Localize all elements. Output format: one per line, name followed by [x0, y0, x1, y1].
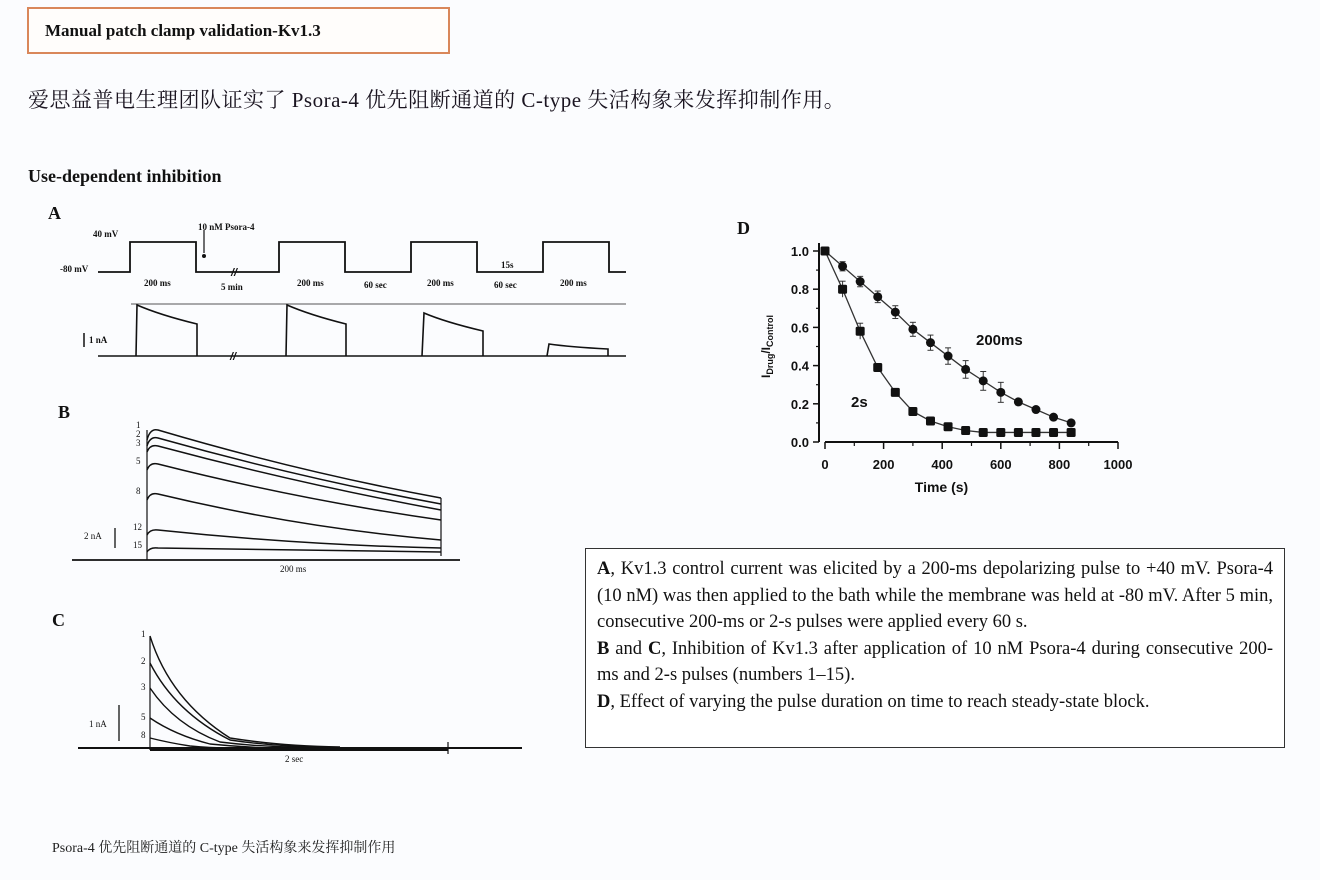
legend-para-d — [597, 689, 1273, 716]
panel-b-letter: B — [58, 402, 71, 422]
svg-text:0: 0 — [821, 457, 829, 472]
duration-label: 60 sec — [364, 280, 387, 290]
time-label: 2 sec — [285, 754, 304, 764]
trace-label: 5 — [136, 456, 141, 466]
line-chart — [740, 230, 1160, 510]
duration-label: 200 ms — [560, 278, 587, 288]
figure-caption: Psora-4 优先阻断通道的 C-type 失活构象来发挥抑制作用 — [52, 841, 396, 856]
svg-text:1000: 1000 — [1103, 457, 1133, 472]
page-subtitle: 爱思益普电生理团队证实了 Psora-4 优先阻断通道的 C-type 失活构象来发挥抑制作用。 — [28, 88, 846, 112]
time-label: 200 ms — [280, 564, 307, 574]
section-heading: Use-dependent inhibition — [28, 166, 222, 186]
svg-text:IDrug/IControl: $I_{Drug}/I_{Control}$ — [759, 314, 775, 379]
trace-label: 1 — [141, 629, 146, 639]
legend-text-a: , Kv1.3 control current was elicited by a 200-ms depolarizing pulse to +40 mV. Psora-4 (10 nM) was then applied to the bath while the membrane was held at -80 mV. After 5 min, consecutive 200-ms or 2-s pulses were applied every 60 s. — [597, 559, 1273, 632]
interval-note: 15s — [501, 260, 514, 270]
voltage-high-label: 40 mV — [93, 229, 119, 239]
legend-text-bc: , Inhibition of Kv1.3 after application of 10 nM Psora-4 during consecutive 200-ms and 2-s pulses (numbers 1–15). — [597, 638, 1274, 685]
svg-text:0.4: 0.4 — [790, 358, 809, 374]
scale-bar-label: 1 nA — [89, 719, 107, 729]
svg-text:1.0: 1.0 — [790, 244, 809, 259]
duration-label: 60 sec — [494, 280, 517, 290]
legend-key-d: D — [597, 691, 611, 712]
trace-label: 3 — [141, 682, 146, 692]
drug-application-label: 10 nM Psora-4 — [198, 222, 255, 232]
legend-key-b: B — [597, 638, 610, 659]
page-title: Manual patch clamp validation-Kv1.3 — [45, 21, 321, 40]
svg-text:0.8: 0.8 — [790, 282, 809, 298]
trace-label: 1 — [136, 420, 141, 430]
svg-text:400: 400 — [931, 457, 954, 472]
svg-text:200: 200 — [872, 457, 895, 472]
panel-a-letter: A — [48, 203, 61, 223]
svg-text:0.2: 0.2 — [790, 396, 809, 412]
trace-label: 8 — [136, 486, 141, 496]
panel-d-chart — [740, 230, 1160, 510]
legend-key-a: A — [597, 559, 611, 579]
legend-key-c: C — [647, 638, 662, 659]
figure-legend — [585, 548, 1285, 748]
legend-and: and — [609, 638, 648, 659]
legend-para-a — [597, 556, 1273, 636]
voltage-low-label: -80 mV — [60, 264, 89, 274]
svg-text:Time (s): Time (s) — [914, 479, 969, 495]
svg-text://: // — [230, 351, 237, 363]
duration-label: 5 min — [221, 282, 243, 292]
series-label-2s: 2s — [851, 394, 868, 411]
scale-bar-label: 1 nA — [89, 335, 108, 345]
panel-d-letter: D — [737, 218, 750, 238]
duration-label: 200 ms — [297, 278, 324, 288]
trace-label: 2 — [136, 429, 141, 439]
legend-para-bc — [597, 636, 1273, 689]
trace-label: 12 — [133, 522, 142, 532]
svg-text:600: 600 — [989, 457, 1012, 472]
legend-text-d: , Effect of varying the pulse duration on time to reach steady-state block. — [610, 691, 1150, 712]
trace-label: 3 — [136, 438, 141, 448]
svg-text:0.6: 0.6 — [790, 320, 809, 336]
svg-text:0.0: 0.0 — [790, 435, 809, 450]
svg-text:800: 800 — [1048, 457, 1071, 472]
svg-text://: // — [231, 267, 238, 279]
panel-c-traces — [0, 0, 540, 780]
duration-label: 200 ms — [427, 278, 454, 288]
trace-label: 8 — [141, 730, 146, 740]
trace-label: 15 — [133, 540, 142, 550]
trace-label: 5 — [141, 712, 146, 722]
scale-bar-label: 2 nA — [84, 531, 102, 541]
series-label-200ms: 200ms — [976, 332, 1023, 349]
duration-label: 200 ms — [144, 278, 171, 288]
panel-c-letter: C — [52, 610, 65, 630]
trace-label: 2 — [141, 656, 146, 666]
